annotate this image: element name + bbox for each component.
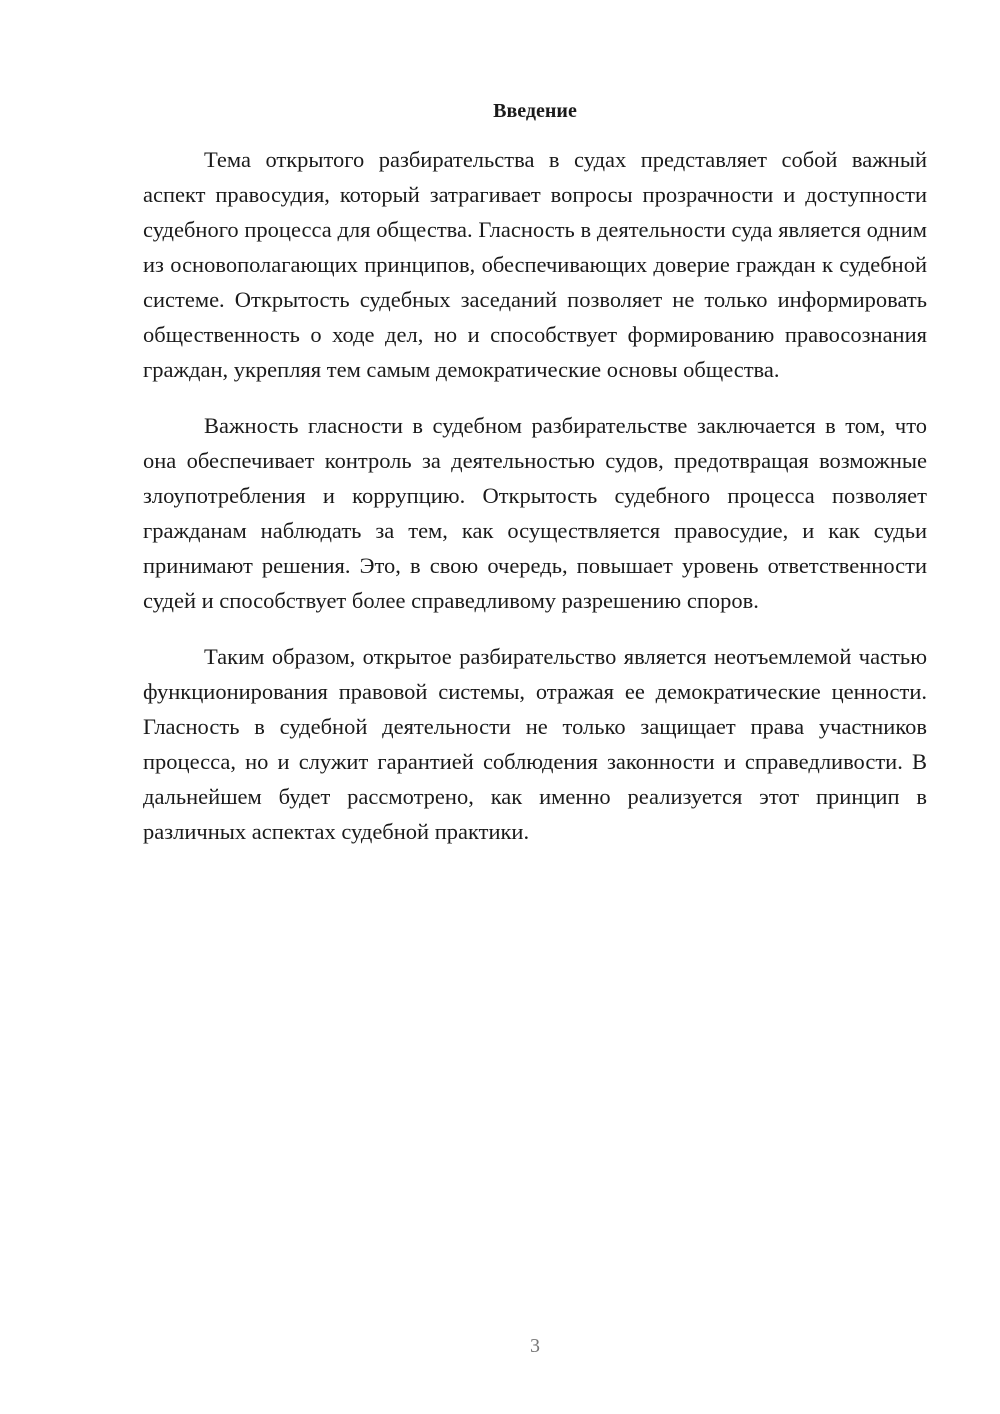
section-heading: Введение	[493, 100, 577, 122]
page-number: 3	[530, 1335, 540, 1357]
paragraph-2: Важность гласности в судебном разбирательстве заключается в том, что она обеспечивает контроль за деятельностью судов, предотвращая возможные злоупотребления и коррупцию. Открытость судебного процесса позволяет гражданам наблюдать за тем, как осуществляется правосудие, и как судьи принимают решения. Это, в свою очередь, повышает уровень ответственности судей и способствует более справедливому разрешению споров.	[143, 413, 927, 613]
paragraph-1: Тема открытого разбирательства в судах представляет собой важный аспект правосудия, который затрагивает вопросы прозрачности и доступности судебного процесса для общества. Гласность в деятельности суда является одним из основополагающих принципов, обеспечивающих доверие граждан к судебной системе. Открытость судебных заседаний позволяет не только информировать общественность о ходе дел, но и способствует формированию правосознания граждан, укрепляя тем самым демократические основы общества.	[143, 147, 927, 382]
paragraph-3: Таким образом, открытое разбирательство является неотъемлемой частью функционирования правовой системы, отражая ее демократические ценности. Гласность в судебной деятельности не только защищает права участников процесса, но и служит гарантией соблюдения законности и справедливости. В дальнейшем будет рассмотрено, как именно реализуется этот принцип в различных аспектах судебной практики.	[143, 644, 927, 844]
body-text	[143, 142, 927, 870]
